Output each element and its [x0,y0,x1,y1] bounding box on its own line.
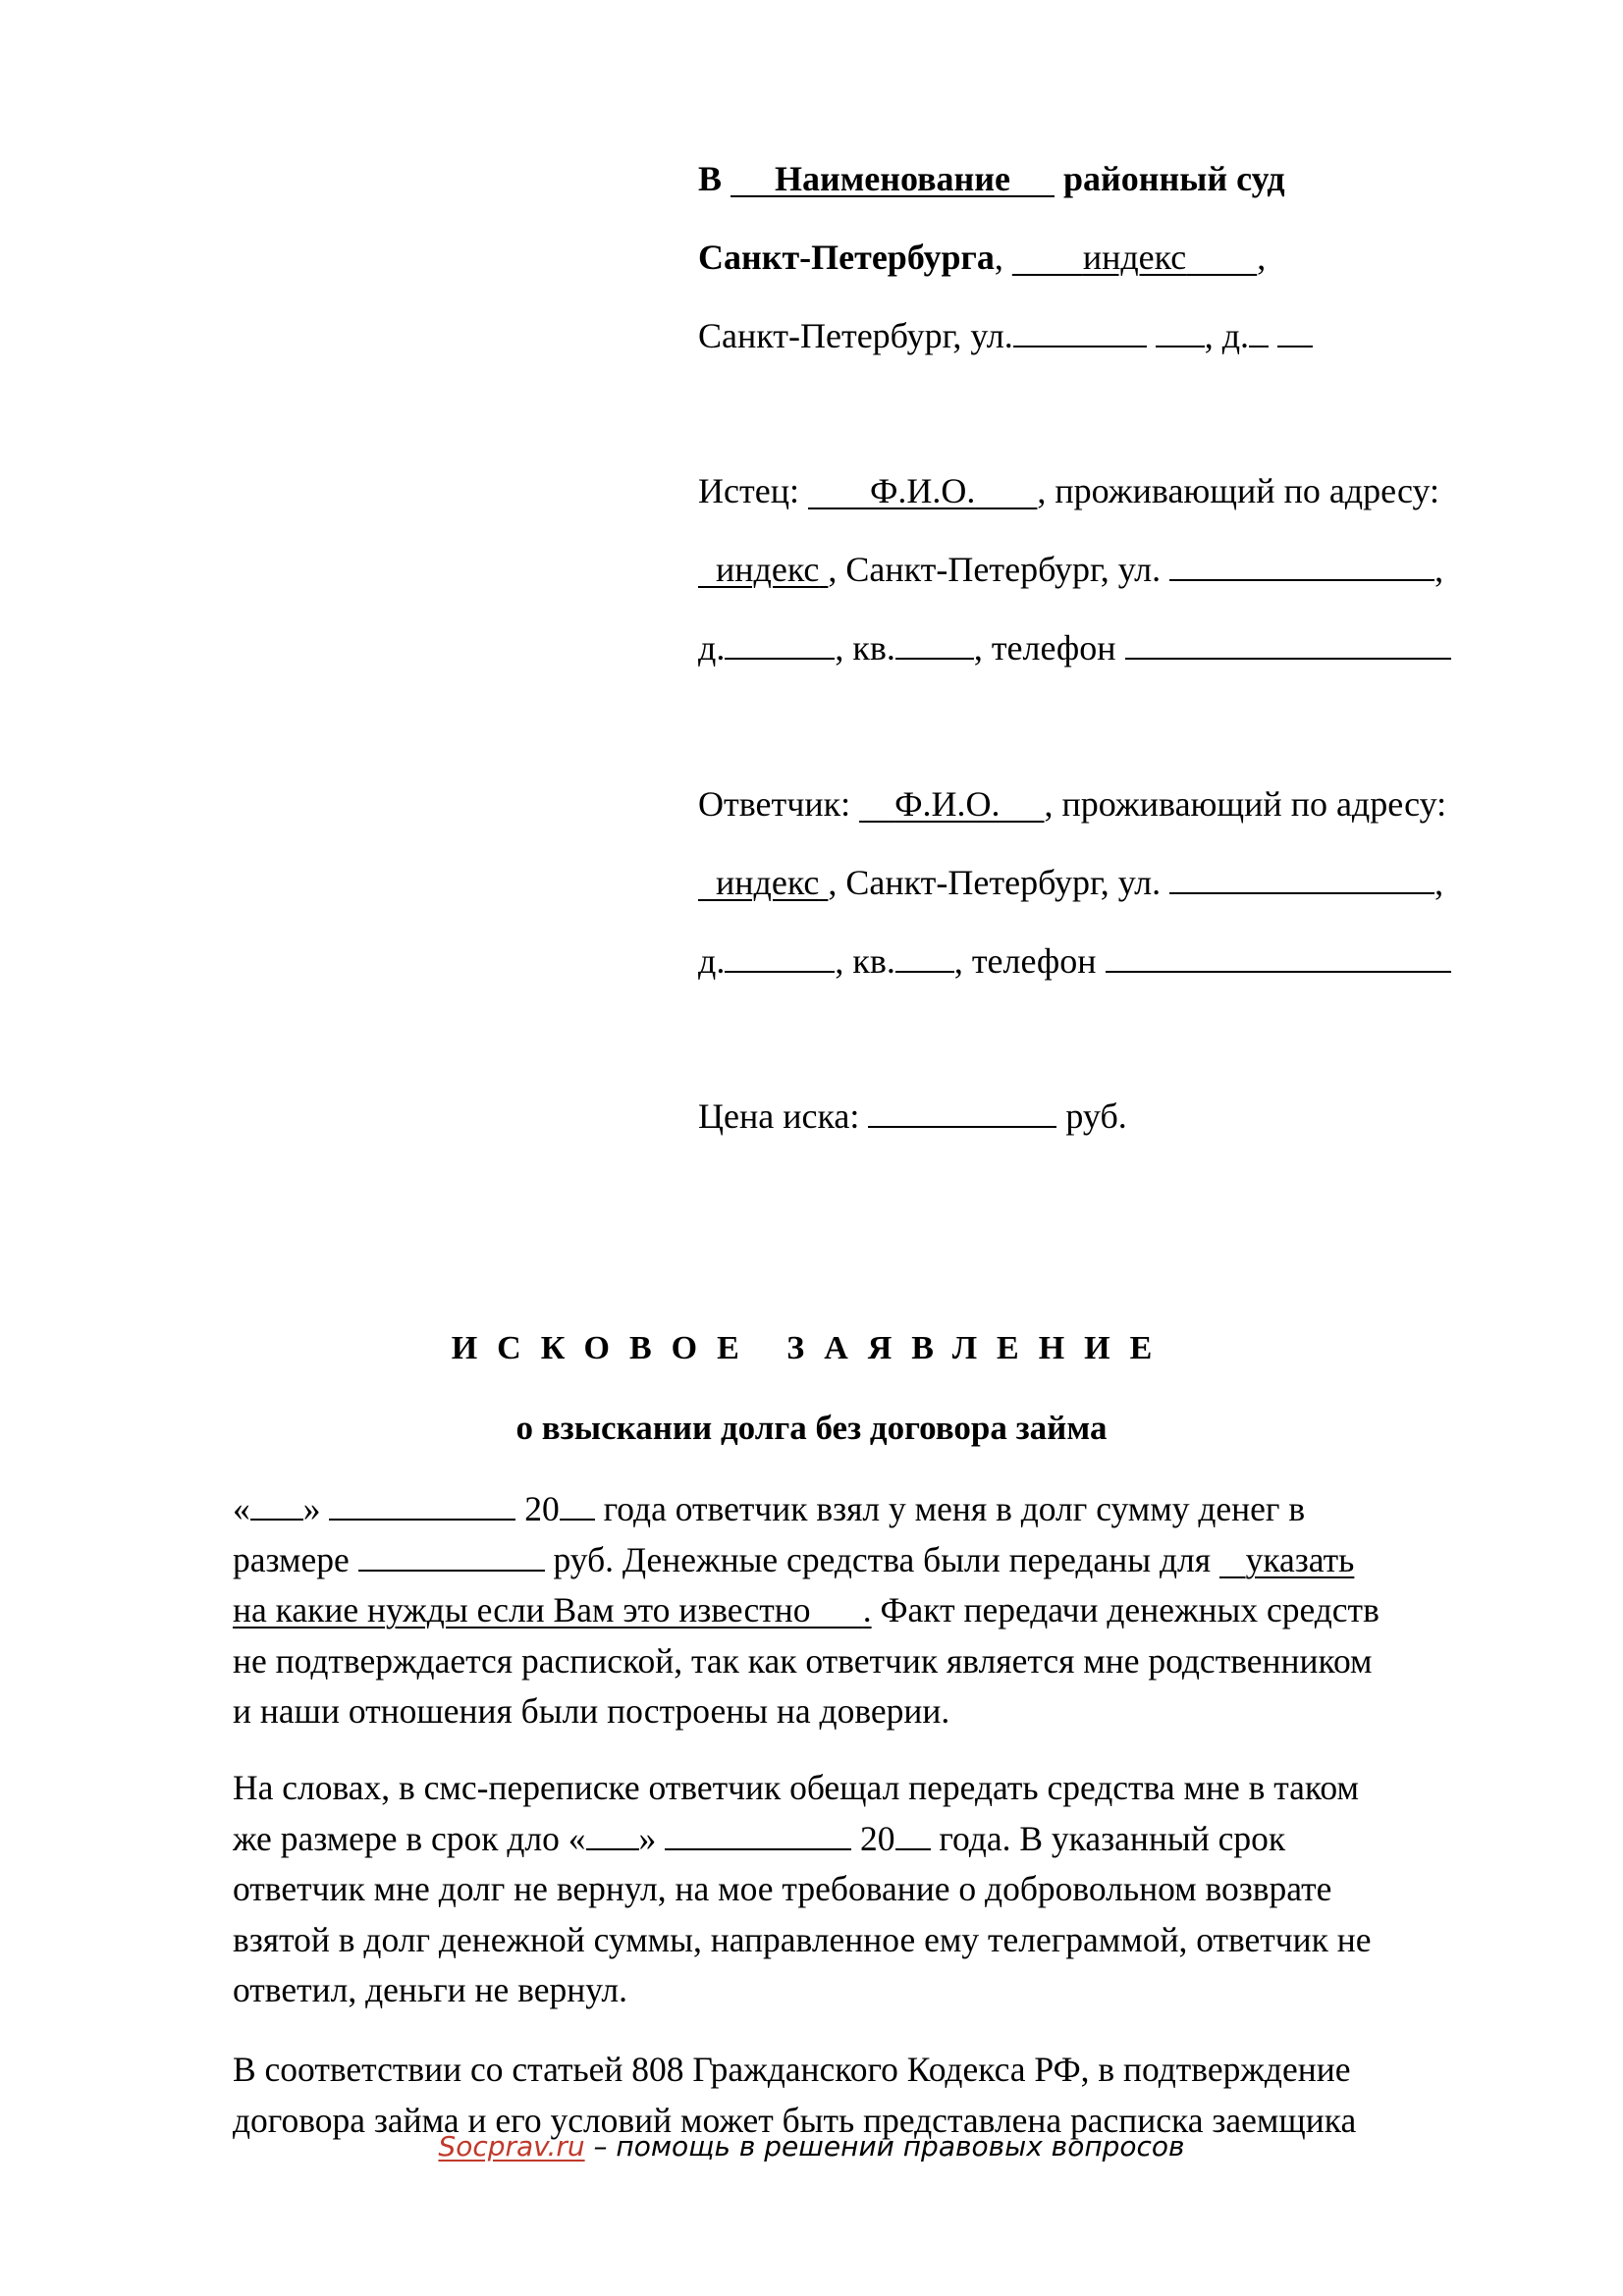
claim-price-label: Цена иска: [698,1096,860,1136]
paragraph-line: же размере в срок дло « » 20 года. В указанный срок [233,1818,1286,1858]
paragraph-line: ответчик мне долг не вернул, на мое требование о добровольном возврате [233,1869,1332,1908]
court-street-blank [1013,316,1147,347]
plaintiff-line-1 [698,469,1439,512]
claim-price-line [698,1095,1127,1138]
paragraph-line: и наши отношения были построены на доверии. [233,1691,950,1731]
court-house-blank-2 [1277,316,1313,347]
court-prefix: В [698,159,723,198]
court-street-blank-2 [1156,316,1205,347]
document-subtitle: о взыскании долга без договора займа [515,1409,1108,1447]
claim-price-unit: руб. [1065,1096,1127,1136]
paragraph-2 [233,1763,1509,2016]
court-line-2: Санкт-Петербурга, индекс , [698,238,1267,277]
paragraph-line: размере руб. Денежные средства были переданы для указать [233,1539,1355,1579]
plaintiff-name-field: Ф.И.О. [869,471,976,510]
paragraph-line: ответил, деньги не вернул. [233,1970,627,2009]
defendant-index-field: индекс [716,863,820,902]
plaintiff-city-street: , Санкт-Петербург, ул. [828,550,1162,589]
paragraph-line: договора займа и его условий может быть представлена расписка заемщика [233,2100,1357,2140]
plaintiff-phone-label: , телефон [973,628,1116,667]
plaintiff-label: Истец: [698,471,799,510]
court-city: Санкт-Петербурга [698,238,995,277]
defendant-line-1 [698,782,1446,826]
court-name-field: Наименование [775,159,1011,198]
court-line-3 [698,314,1313,357]
court-house-prefix: , д. [1204,316,1250,355]
court-index-field: индекс [1082,238,1187,277]
paragraph-line: не подтверждается распиской, так как ответчик является мне родственником [233,1640,1373,1681]
defendant-house-label: д. [698,941,726,981]
plaintiff-street-blank [1169,550,1434,581]
defendant-phone-label: , телефон [953,941,1097,981]
document-title: ИСКОВОЕ ЗАЯВЛЕНИЕ [451,1330,1172,1366]
plaintiff-index-field: индекс [716,550,820,589]
defendant-city-street: , Санкт-Петербург, ул. [828,863,1162,902]
paragraph-line: « » 20 года ответчик взял у меня в долг сумму денег в [233,1489,1306,1528]
defendant-residence: , проживающий по адресу: [1044,784,1447,824]
defendant-label: Ответчик: [698,784,851,824]
plaintiff-phone-blank [1125,628,1451,660]
footer-tagline: – помощь в решении правовых вопросов [593,2130,1185,2163]
defendant-apt-label: , кв. [835,941,895,981]
defendant-phone-blank [1106,941,1451,973]
court-suffix: районный суд [1063,159,1285,198]
paragraph-line: взятой в долг денежной суммы, направленное ему телеграммой, ответчик не [233,1919,1372,1959]
claim-price-blank [868,1096,1056,1128]
paragraph-line: на какие нужды если Вам это известно . Факт передачи денежных средств [233,1590,1380,1629]
defendant-name-field: Ф.И.О. [894,784,1001,824]
plaintiff-line-2: индекс , Санкт-Петербург, ул. , [698,548,1443,591]
defendant-line-3 [698,939,1451,983]
plaintiff-house-blank [725,628,835,660]
plaintiff-apt-blank [895,628,974,660]
plaintiff-apt-label: , кв. [835,628,895,667]
defendant-apt-blank [895,941,954,973]
court-line-1 [698,157,1285,200]
defendant-house-blank [725,941,835,973]
paragraph-line: На словах, в смс-переписке ответчик обещал передать средства мне в таком [233,1768,1359,1807]
plaintiff-house-label: д. [698,628,726,667]
plaintiff-residence: , проживающий по адресу: [1037,471,1440,510]
court-house-blank [1249,316,1269,347]
footer-site-link[interactable]: Socprav.ru [438,2130,585,2163]
page-footer [0,2130,1623,2163]
defendant-line-2: индекс , Санкт-Петербург, ул. , [698,861,1443,904]
defendant-street-blank [1169,863,1434,894]
plaintiff-line-3 [698,626,1451,669]
paragraph-line: В соответствии со статьей 808 Гражданского Кодекса РФ, в подтверждение [233,2050,1351,2089]
paragraph-1 [233,1484,1509,1737]
court-address-prefix: Санкт-Петербург, ул. [698,316,1013,355]
